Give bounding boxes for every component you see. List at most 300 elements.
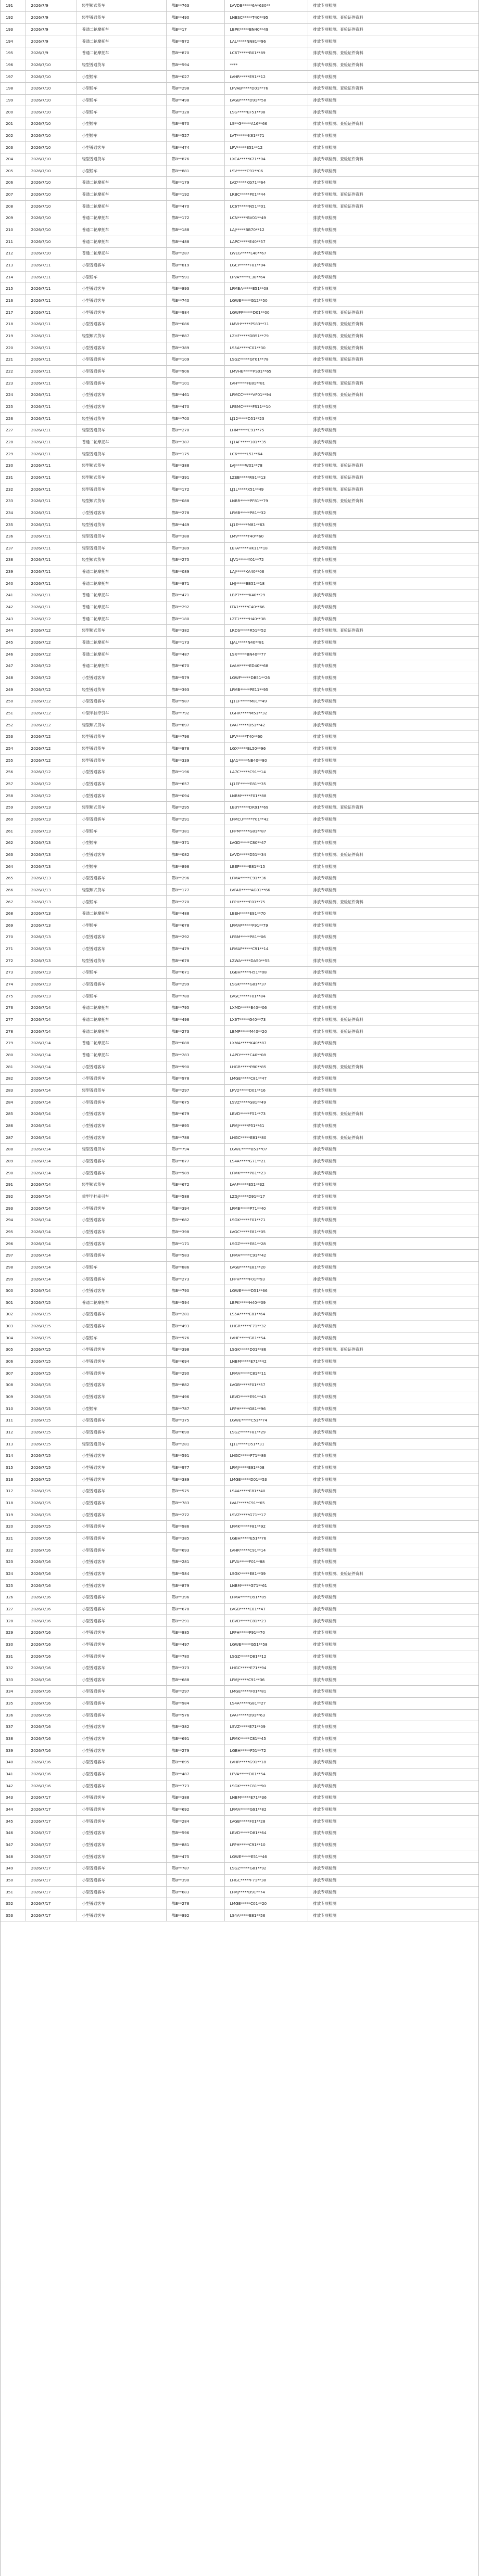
vin-number-cell: LFV*****T40**60 bbox=[224, 731, 308, 743]
inspection-date-cell: 2026/7/11 bbox=[26, 294, 77, 306]
vin-number-cell: LBPK*****BN40**49 bbox=[224, 23, 308, 35]
vin-number-cell: LVT******K81**71 bbox=[224, 130, 308, 142]
row-number-cell: 298 bbox=[1, 1261, 26, 1273]
table-row bbox=[1, 861, 478, 873]
row-number-cell: 252 bbox=[1, 719, 26, 731]
table-row bbox=[1, 1532, 478, 1544]
vehicle-type-cell: 小型普通客车 bbox=[77, 318, 166, 330]
inspection-items-cell: 排放专项检测、查验证件资料 bbox=[308, 389, 478, 401]
vehicle-type-cell: 小型普通客车 bbox=[77, 1839, 166, 1851]
inspection-items-cell: 排放专项检测 bbox=[308, 837, 478, 849]
vin-number-cell: LGCP*****F81**94 bbox=[224, 259, 308, 271]
vehicle-type-cell: 普通二轮摩托车 bbox=[77, 1037, 166, 1049]
vehicle-type-cell: 轻型普通货车 bbox=[77, 1084, 166, 1096]
plate-number-cell: 鄂B**976 bbox=[166, 1332, 224, 1344]
vehicle-type-cell: 轻型厢式货车 bbox=[77, 495, 166, 507]
plate-number-cell: 鄂B**283 bbox=[166, 1049, 224, 1061]
table-row bbox=[1, 1592, 478, 1604]
plate-number-cell: 鄂B**475 bbox=[166, 1851, 224, 1863]
vin-number-cell: LSGZ*****E81**28 bbox=[224, 1238, 308, 1250]
plate-number-cell: 鄂B**398 bbox=[166, 1344, 224, 1356]
plate-number-cell: 鄂B**672 bbox=[166, 1179, 224, 1191]
plate-number-cell: 鄂B**678 bbox=[166, 955, 224, 967]
plate-number-cell: 鄂B**390 bbox=[166, 1874, 224, 1886]
inspection-items-cell: 排放专项检测、查验证件资料 bbox=[308, 318, 478, 330]
inspection-date-cell: 2026/7/17 bbox=[26, 1874, 77, 1886]
vin-number-cell: LJ1L*****X51**49 bbox=[224, 483, 308, 495]
vin-number-cell: LVH*****FE81**81 bbox=[224, 377, 308, 389]
vehicle-type-cell: 小型普通客车 bbox=[77, 778, 166, 790]
inspection-items-cell: 排放专项检测 bbox=[308, 531, 478, 543]
vehicle-type-cell: 小型普通客车 bbox=[77, 1355, 166, 1367]
inspection-items-cell: 排放专项检测 bbox=[308, 1898, 478, 1910]
row-number-cell: 208 bbox=[1, 200, 26, 212]
vin-number-cell: LMVHE*****PS01**65 bbox=[224, 365, 308, 377]
vin-number-cell: LVVDB*****6A*630** bbox=[224, 0, 308, 12]
vin-number-cell: LGBH*****E51**76 bbox=[224, 1532, 308, 1544]
inspection-date-cell: 2026/7/15 bbox=[26, 1462, 77, 1473]
vehicle-type-cell: 普通二轮摩托车 bbox=[77, 648, 166, 660]
inspection-items-cell: 排放专项检测 bbox=[308, 825, 478, 837]
inspection-items-cell: 排放专项检测、查验证件资料 bbox=[308, 495, 478, 507]
vehicle-type-cell: 轻型普通货车 bbox=[77, 425, 166, 437]
vehicle-type-cell: 普通二轮摩托车 bbox=[77, 566, 166, 578]
plate-number-cell: 鄂B**270 bbox=[166, 896, 224, 908]
row-number-cell: 207 bbox=[1, 189, 26, 201]
table-row bbox=[1, 660, 478, 672]
plate-number-cell: 鄂B**287 bbox=[166, 248, 224, 260]
inspection-date-cell: 2026/7/17 bbox=[26, 1863, 77, 1875]
row-number-cell: 220 bbox=[1, 342, 26, 354]
table-row bbox=[1, 684, 478, 696]
vin-number-cell: LVAF*****C91**65 bbox=[224, 1497, 308, 1509]
table-row bbox=[1, 224, 478, 236]
table-row bbox=[1, 318, 478, 330]
row-number-cell: 253 bbox=[1, 731, 26, 743]
inspection-items-cell: 排放专项检测 bbox=[308, 1650, 478, 1662]
row-number-cell: 219 bbox=[1, 330, 26, 342]
plate-number-cell: 鄂B**675 bbox=[166, 1096, 224, 1108]
vehicle-type-cell: 小型普通客车 bbox=[77, 1509, 166, 1521]
row-number-cell: 302 bbox=[1, 1309, 26, 1321]
table-row bbox=[1, 1190, 478, 1202]
row-number-cell: 336 bbox=[1, 1709, 26, 1721]
inspection-items-cell: 排放专项检测、查验证件资料 bbox=[308, 896, 478, 908]
inspection-date-cell: 2026/7/15 bbox=[26, 1509, 77, 1521]
table-row bbox=[1, 471, 478, 483]
vin-number-cell: LA7C*****C91**14 bbox=[224, 766, 308, 778]
table-row bbox=[1, 1250, 478, 1262]
vin-number-cell: LFBMC*****FS11**10 bbox=[224, 401, 308, 413]
inspection-date-cell: 2026/7/10 bbox=[26, 165, 77, 177]
vin-number-cell: LVAF*****E51**32 bbox=[224, 1179, 308, 1191]
plate-number-cell: 鄂B**389 bbox=[166, 1473, 224, 1485]
plate-number-cell: 鄂B**180 bbox=[166, 613, 224, 625]
vehicle-type-cell: 小型普通客车 bbox=[77, 1544, 166, 1556]
vehicle-type-cell: 小型普通客车 bbox=[77, 1096, 166, 1108]
inspection-date-cell: 2026/7/13 bbox=[26, 884, 77, 896]
table-row bbox=[1, 884, 478, 896]
inspection-date-cell: 2026/7/16 bbox=[26, 1568, 77, 1580]
table-row bbox=[1, 1037, 478, 1049]
vin-number-cell: LFMA*****D91**05 bbox=[224, 1592, 308, 1604]
vin-number-cell: LZGJ*****D91**17 bbox=[224, 1190, 308, 1202]
vehicle-type-cell: 小型普通客车 bbox=[77, 1214, 166, 1226]
inspection-items-cell: 排放专项检测 bbox=[308, 1462, 478, 1473]
table-row bbox=[1, 1863, 478, 1875]
inspection-items-cell: 排放专项检测 bbox=[308, 1544, 478, 1556]
plate-number-cell: 鄂B**977 bbox=[166, 1462, 224, 1473]
table-row bbox=[1, 0, 478, 12]
plate-number-cell: 鄂B**679 bbox=[166, 1108, 224, 1120]
row-number-cell: 282 bbox=[1, 1073, 26, 1085]
row-number-cell: 307 bbox=[1, 1367, 26, 1379]
table-row bbox=[1, 1132, 478, 1144]
plate-number-cell: 鄂B**389 bbox=[166, 542, 224, 554]
vehicle-type-cell: 轻型普通货车 bbox=[77, 483, 166, 495]
row-number-cell: 312 bbox=[1, 1426, 26, 1438]
vin-number-cell: LGWE*****G51**58 bbox=[224, 1638, 308, 1650]
plate-number-cell: 鄂B**879 bbox=[166, 1580, 224, 1592]
vehicle-type-cell: 小型轿车 bbox=[77, 896, 166, 908]
table-row bbox=[1, 1662, 478, 1674]
inspection-items-cell: 排放专项检测 bbox=[308, 1426, 478, 1438]
plate-number-cell: 鄂B**290 bbox=[166, 1367, 224, 1379]
vehicle-type-cell: 小型普通客车 bbox=[77, 342, 166, 354]
row-number-cell: 266 bbox=[1, 884, 26, 896]
inspection-date-cell: 2026/7/14 bbox=[26, 1037, 77, 1049]
plate-number-cell: 鄂B**470 bbox=[166, 401, 224, 413]
inspection-items-cell: 排放专项检测 bbox=[308, 212, 478, 224]
row-number-cell: 316 bbox=[1, 1473, 26, 1485]
table-row bbox=[1, 1214, 478, 1226]
table-row bbox=[1, 978, 478, 990]
vin-number-cell: LFMA*****C91**36 bbox=[224, 873, 308, 885]
plate-number-cell: 鄂B**972 bbox=[166, 35, 224, 47]
vehicle-type-cell: 普通二轮摩托车 bbox=[77, 436, 166, 448]
plate-number-cell: 鄂B**898 bbox=[166, 861, 224, 873]
row-number-cell: 257 bbox=[1, 778, 26, 790]
vehicle-type-cell: 小型普通客车 bbox=[77, 1792, 166, 1804]
vin-number-cell: LSR*****BN40**77 bbox=[224, 648, 308, 660]
vehicle-type-cell: 小型普通客车 bbox=[77, 696, 166, 708]
table-row bbox=[1, 896, 478, 908]
row-number-cell: 288 bbox=[1, 1144, 26, 1156]
inspection-date-cell: 2026/7/17 bbox=[26, 1792, 77, 1804]
vin-number-cell: LXCA*****K71**04 bbox=[224, 153, 308, 165]
table-row bbox=[1, 990, 478, 1002]
vin-number-cell: LFMA*****C81**11 bbox=[224, 1367, 308, 1379]
inspection-date-cell: 2026/7/11 bbox=[26, 471, 77, 483]
row-number-cell: 263 bbox=[1, 849, 26, 861]
table-row bbox=[1, 648, 478, 660]
vin-number-cell: LWEG*****L40**67 bbox=[224, 248, 308, 260]
table-row bbox=[1, 1698, 478, 1710]
inspection-date-cell: 2026/7/14 bbox=[26, 1014, 77, 1026]
vehicle-type-cell: 小型普通客车 bbox=[77, 1592, 166, 1604]
plate-number-cell: 鄂B**281 bbox=[166, 1309, 224, 1321]
row-number-cell: 277 bbox=[1, 1014, 26, 1026]
table-row bbox=[1, 401, 478, 413]
table-row bbox=[1, 1568, 478, 1580]
row-number-cell: 285 bbox=[1, 1108, 26, 1120]
vin-number-cell: LSGK*****F01**71 bbox=[224, 1214, 308, 1226]
row-number-cell: 211 bbox=[1, 236, 26, 248]
vehicle-type-cell: 普通二轮摩托车 bbox=[77, 177, 166, 189]
vehicle-type-cell: 轻型普通货车 bbox=[77, 531, 166, 543]
table-row bbox=[1, 1415, 478, 1427]
vin-number-cell: LNBM*****G71**61 bbox=[224, 1580, 308, 1592]
row-number-cell: 344 bbox=[1, 1803, 26, 1815]
inspection-items-cell: 排放专项检测 bbox=[308, 884, 478, 896]
row-number-cell: 242 bbox=[1, 601, 26, 613]
inspection-date-cell: 2026/7/11 bbox=[26, 342, 77, 354]
vehicle-type-cell: 小型轿车 bbox=[77, 967, 166, 979]
vin-number-cell: LFVA*****C38**64 bbox=[224, 271, 308, 283]
plate-number-cell: 鄂B**881 bbox=[166, 1839, 224, 1851]
vehicle-type-cell: 小型普通客车 bbox=[77, 1167, 166, 1179]
vin-number-cell: LFMCU*****Y01**42 bbox=[224, 813, 308, 825]
inspection-items-cell: 排放专项检测 bbox=[308, 519, 478, 531]
vin-number-cell: LFBM*****P81**06 bbox=[224, 931, 308, 943]
vin-number-cell: LSVZ*****G71**17 bbox=[224, 1509, 308, 1521]
row-number-cell: 272 bbox=[1, 955, 26, 967]
inspection-date-cell: 2026/7/14 bbox=[26, 1167, 77, 1179]
inspection-items-cell: 排放专项检测 bbox=[308, 861, 478, 873]
inspection-date-cell: 2026/7/11 bbox=[26, 413, 77, 425]
vin-number-cell: LMGE*****F01**81 bbox=[224, 1686, 308, 1698]
row-number-cell: 239 bbox=[1, 566, 26, 578]
inspection-items-cell: 排放专项检测 bbox=[308, 1827, 478, 1839]
vehicle-type-cell: 小型普通客车 bbox=[77, 142, 166, 153]
inspection-date-cell: 2026/7/14 bbox=[26, 1144, 77, 1156]
inspection-items-cell: 排放专项检测、查验证件资料 bbox=[308, 377, 478, 389]
vehicle-type-cell: 小型普通客车 bbox=[77, 283, 166, 295]
row-number-cell: 221 bbox=[1, 354, 26, 366]
table-row bbox=[1, 1615, 478, 1627]
row-number-cell: 305 bbox=[1, 1344, 26, 1356]
plate-number-cell: 鄂B**498 bbox=[166, 94, 224, 106]
inspection-date-cell: 2026/7/16 bbox=[26, 1615, 77, 1627]
row-number-cell: 295 bbox=[1, 1226, 26, 1238]
inspection-date-cell: 2026/7/11 bbox=[26, 495, 77, 507]
table-row bbox=[1, 1733, 478, 1745]
vin-number-cell: LMGE*****D01**53 bbox=[224, 1473, 308, 1485]
inspection-date-cell: 2026/7/10 bbox=[26, 142, 77, 153]
plate-number-cell: 鄂B**394 bbox=[166, 1202, 224, 1214]
table-row bbox=[1, 1014, 478, 1026]
inspection-items-cell: 排放专项检测 bbox=[308, 365, 478, 377]
inspection-items-cell: 排放专项检测 bbox=[308, 71, 478, 83]
vin-number-cell: LJ1E*****D51**31 bbox=[224, 1438, 308, 1450]
plate-number-cell: 鄂B**179 bbox=[166, 177, 224, 189]
plate-number-cell: 鄂B**596 bbox=[166, 1827, 224, 1839]
inspection-date-cell: 2026/7/16 bbox=[26, 1556, 77, 1568]
vin-number-cell: LEFA*****HK11**18 bbox=[224, 542, 308, 554]
inspection-date-cell: 2026/7/10 bbox=[26, 130, 77, 142]
table-row bbox=[1, 106, 478, 118]
inspection-items-cell: 排放专项检测 bbox=[308, 1603, 478, 1615]
plate-number-cell: 鄂B**678 bbox=[166, 919, 224, 931]
row-number-cell: 276 bbox=[1, 1002, 26, 1014]
inspection-items-cell: 排放专项检测、查验证件资料 bbox=[308, 47, 478, 59]
vehicle-type-cell: 小型普通客车 bbox=[77, 1874, 166, 1886]
inspection-date-cell: 2026/7/15 bbox=[26, 1344, 77, 1356]
inspection-date-cell: 2026/7/15 bbox=[26, 1426, 77, 1438]
plate-number-cell: 鄂B**588 bbox=[166, 1190, 224, 1202]
plate-number-cell: 鄂B**398 bbox=[166, 1226, 224, 1238]
table-row bbox=[1, 1745, 478, 1757]
inspection-date-cell: 2026/7/11 bbox=[26, 601, 77, 613]
vehicle-type-cell: 轻型普通货车 bbox=[77, 742, 166, 754]
inspection-date-cell: 2026/7/11 bbox=[26, 578, 77, 589]
inspection-date-cell: 2026/7/10 bbox=[26, 94, 77, 106]
table-row bbox=[1, 1120, 478, 1132]
inspection-date-cell: 2026/7/11 bbox=[26, 542, 77, 554]
row-number-cell: 328 bbox=[1, 1615, 26, 1627]
plate-number-cell: 鄂B**692 bbox=[166, 1803, 224, 1815]
inspection-date-cell: 2026/7/11 bbox=[26, 531, 77, 543]
inspection-items-cell: 排放专项检测、查验证件资料 bbox=[308, 483, 478, 495]
table-row bbox=[1, 542, 478, 554]
vehicle-type-cell: 轻型普通货车 bbox=[77, 754, 166, 766]
inspection-items-cell: 排放专项检测、查验证件资料 bbox=[308, 342, 478, 354]
row-number-cell: 313 bbox=[1, 1438, 26, 1450]
vin-number-cell: LSGK*****D01**86 bbox=[224, 1344, 308, 1356]
table-row bbox=[1, 1285, 478, 1297]
inspection-items-cell: 排放专项检测 bbox=[308, 1745, 478, 1757]
vin-number-cell: LFV2*****D01**16 bbox=[224, 1084, 308, 1096]
table-row bbox=[1, 130, 478, 142]
inspection-date-cell: 2026/7/14 bbox=[26, 1002, 77, 1014]
table-row bbox=[1, 873, 478, 885]
inspection-date-cell: 2026/7/10 bbox=[26, 59, 77, 71]
plate-number-cell: 鄂B**382 bbox=[166, 625, 224, 637]
inspection-items-cell: 排放专项检测 bbox=[308, 142, 478, 153]
vin-number-cell: LFPH*****G81**96 bbox=[224, 1403, 308, 1415]
row-number-cell: 196 bbox=[1, 59, 26, 71]
inspection-date-cell: 2026/7/16 bbox=[26, 1627, 77, 1639]
vehicle-type-cell: 小型普通客车 bbox=[77, 389, 166, 401]
vehicle-type-cell: 轻型普通货车 bbox=[77, 684, 166, 696]
table-row bbox=[1, 1815, 478, 1827]
plate-number-cell: 鄂B**594 bbox=[166, 59, 224, 71]
row-number-cell: 342 bbox=[1, 1780, 26, 1792]
table-row bbox=[1, 35, 478, 47]
vehicle-type-cell: 小型普通客车 bbox=[77, 873, 166, 885]
vehicle-type-cell: 轻型厢式货车 bbox=[77, 625, 166, 637]
plate-number-cell: 鄂B**792 bbox=[166, 707, 224, 719]
vin-number-cell: LGWE*****D51**66 bbox=[224, 1285, 308, 1297]
vin-number-cell: LBPT*****K40**29 bbox=[224, 589, 308, 601]
inspection-date-cell: 2026/7/11 bbox=[26, 389, 77, 401]
row-number-cell: 281 bbox=[1, 1061, 26, 1073]
inspection-items-cell: 排放专项检测、查验证件资料 bbox=[308, 12, 478, 24]
row-number-cell: 284 bbox=[1, 1096, 26, 1108]
plate-number-cell: 鄂B**172 bbox=[166, 483, 224, 495]
inspection-items-cell: 排放专项检测 bbox=[308, 224, 478, 236]
row-number-cell: 236 bbox=[1, 531, 26, 543]
vehicle-type-cell: 小型普通客车 bbox=[77, 1803, 166, 1815]
row-number-cell: 198 bbox=[1, 83, 26, 95]
row-number-cell: 324 bbox=[1, 1568, 26, 1580]
inspection-date-cell: 2026/7/14 bbox=[26, 1061, 77, 1073]
inspection-date-cell: 2026/7/12 bbox=[26, 754, 77, 766]
plate-number-cell: 鄂B**876 bbox=[166, 153, 224, 165]
plate-number-cell: 鄂B**296 bbox=[166, 873, 224, 885]
row-number-cell: 200 bbox=[1, 106, 26, 118]
plate-number-cell: 鄂B**594 bbox=[166, 1297, 224, 1309]
table-row bbox=[1, 1780, 478, 1792]
plate-number-cell: 鄂B**787 bbox=[166, 1863, 224, 1875]
vin-number-cell: LHM*****C91**75 bbox=[224, 425, 308, 437]
row-number-cell: 275 bbox=[1, 990, 26, 1002]
inspection-items-cell: 排放专项检测 bbox=[308, 1721, 478, 1733]
vehicle-type-cell: 轻型厢式货车 bbox=[77, 1179, 166, 1191]
table-row bbox=[1, 189, 478, 201]
plate-number-cell: 鄂B**027 bbox=[166, 71, 224, 83]
inspection-items-cell: 排放专项检测 bbox=[308, 696, 478, 708]
table-row bbox=[1, 1768, 478, 1780]
inspection-items-cell: 排放专项检测、查验证件资料 bbox=[308, 200, 478, 212]
table-row bbox=[1, 1603, 478, 1615]
vin-number-cell: LS**G*****A16**66 bbox=[224, 118, 308, 130]
inspection-items-cell: 排放专项检测 bbox=[308, 1485, 478, 1497]
inspection-date-cell: 2026/7/13 bbox=[26, 873, 77, 885]
plate-number-cell: 鄂B**670 bbox=[166, 660, 224, 672]
vin-number-cell: LGHR*****M51**32 bbox=[224, 707, 308, 719]
table-row bbox=[1, 377, 478, 389]
row-number-cell: 337 bbox=[1, 1721, 26, 1733]
inspection-records-table bbox=[1, 0, 478, 1921]
vin-number-cell: LVGC*****F01**84 bbox=[224, 990, 308, 1002]
plate-number-cell: 鄂B**527 bbox=[166, 130, 224, 142]
vin-number-cell: LBVD*****C81**23 bbox=[224, 1615, 308, 1627]
row-number-cell: 197 bbox=[1, 71, 26, 83]
vin-number-cell: LFMB*****P71**40 bbox=[224, 1202, 308, 1214]
row-number-cell: 326 bbox=[1, 1592, 26, 1604]
vehicle-type-cell: 轻型厢式货车 bbox=[77, 0, 166, 12]
inspection-date-cell: 2026/7/14 bbox=[26, 1049, 77, 1061]
vin-number-cell: LC6*****L51**64 bbox=[224, 448, 308, 460]
inspection-items-cell: 排放专项检测 bbox=[308, 1190, 478, 1202]
inspection-date-cell: 2026/7/16 bbox=[26, 1686, 77, 1698]
table-row bbox=[1, 1473, 478, 1485]
vehicle-type-cell: 普通二轮摩托车 bbox=[77, 189, 166, 201]
table-row bbox=[1, 943, 478, 955]
vehicle-type-cell: 普通二轮摩托车 bbox=[77, 1049, 166, 1061]
vin-number-cell: LFVA*****D01**54 bbox=[224, 1768, 308, 1780]
inspection-date-cell: 2026/7/14 bbox=[26, 1202, 77, 1214]
inspection-date-cell: 2026/7/13 bbox=[26, 978, 77, 990]
inspection-items-cell: 排放专项检测 bbox=[308, 425, 478, 437]
plate-number-cell: 鄂B**279 bbox=[166, 1745, 224, 1757]
row-number-cell: 206 bbox=[1, 177, 26, 189]
vin-number-cell: LVGD*****C80**47 bbox=[224, 837, 308, 849]
plate-number-cell: 鄂B**688 bbox=[166, 1674, 224, 1686]
vehicle-type-cell: 小型普通客车 bbox=[77, 672, 166, 684]
vin-number-cell: LNBM*****F01**88 bbox=[224, 790, 308, 802]
vehicle-type-cell: 小型普通客车 bbox=[77, 766, 166, 778]
table-row bbox=[1, 118, 478, 130]
inspection-items-cell: 排放专项检测 bbox=[308, 601, 478, 613]
table-row bbox=[1, 1226, 478, 1238]
plate-number-cell: 鄂B**089 bbox=[166, 566, 224, 578]
inspection-date-cell: 2026/7/10 bbox=[26, 118, 77, 130]
vin-number-cell: LXMD*****B40**06 bbox=[224, 1002, 308, 1014]
inspection-date-cell: 2026/7/17 bbox=[26, 1909, 77, 1921]
vin-number-cell: LGWFF*****D01**00 bbox=[224, 306, 308, 318]
